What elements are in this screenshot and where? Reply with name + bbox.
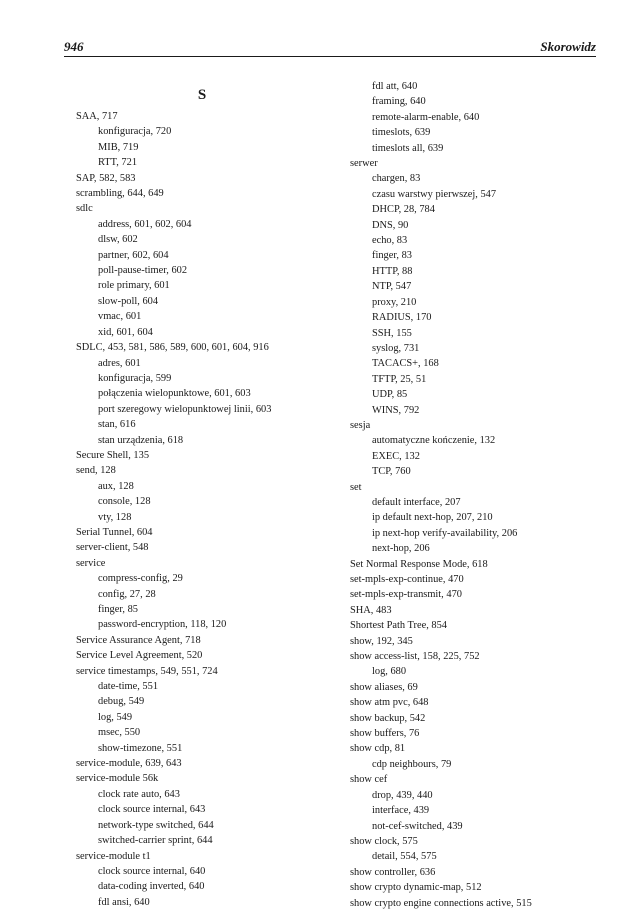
index-entry: Set Normal Response Mode, 618 (350, 558, 488, 570)
index-subentry: konfiguracja, 720 (98, 126, 172, 138)
index-entry: serwer (350, 158, 378, 170)
running-title: Skorowidz (540, 39, 596, 54)
index-entry: show atm pvc, 648 (350, 697, 429, 709)
index-entry: show cef (350, 774, 388, 786)
index-subentry: timeslots, 639 (372, 127, 431, 139)
index-subentry: ip next-hop verify-availability, 206 (372, 527, 518, 539)
index-entry: service-module t1 (76, 850, 151, 862)
index-subentry: fdl att, 640 (372, 81, 418, 92)
index-subentry: ip default next-hop, 207, 210 (372, 512, 493, 524)
index-subentry: automatyczne kończenie, 132 (372, 435, 496, 447)
page-number: 946 (64, 39, 84, 54)
index-subentry: vty, 128 (98, 511, 132, 523)
index-subentry: DNS, 90 (372, 219, 409, 231)
index-subentry: default interface, 207 (372, 496, 461, 508)
index-subentry: cdp neighbours, 79 (372, 758, 452, 770)
index-subentry: detail, 554, 575 (372, 851, 437, 863)
index-subentry: chargen, 83 (372, 173, 421, 185)
index-subentry: clock source internal, 643 (98, 804, 206, 816)
index-subentry: console, 128 (98, 496, 151, 508)
index-subentry: interface, 439 (372, 805, 430, 817)
index-entry: show crypto engine connections active, 515 (350, 897, 532, 909)
index-subentry: dlsw, 602 (98, 234, 138, 246)
index-subentry: address, 601, 602, 604 (98, 218, 192, 230)
index-subentry: xid, 601, 604 (98, 326, 153, 338)
index-subentry: data-coding inverted, 640 (98, 881, 205, 893)
index-subentry: date-time, 551 (98, 681, 159, 693)
index-subentry: fdl ansi, 640 (98, 896, 150, 908)
index-entry: service-module, 639, 643 (76, 758, 182, 770)
index-subentry: TFTP, 25, 51 (372, 373, 427, 385)
index-subentry: aux, 128 (98, 480, 134, 492)
index-entry: show clock, 575 (350, 835, 418, 847)
index-subentry: log, 549 (98, 711, 133, 723)
index-entry: set-mpls-exp-transmit, 470 (350, 589, 462, 601)
index-subentry: next-hop, 206 (372, 543, 430, 555)
index-subentry: timeslots all, 639 (372, 142, 444, 154)
index-entry: set (350, 481, 362, 493)
index-subentry: finger, 85 (98, 604, 138, 615)
index-entry: sdlc (76, 203, 93, 215)
index-subentry: network-type switched, 644 (98, 819, 214, 831)
index-subentry: TACACS+, 168 (372, 358, 439, 370)
index-entry: set-mpls-exp-continue, 470 (350, 574, 464, 585)
index-subentry: MIB, 719 (98, 141, 139, 153)
index-subentry: password-encryption, 118, 120 (98, 619, 227, 631)
index-subentry: clock source internal, 640 (98, 865, 206, 877)
index-subentry: clock rate auto, 643 (98, 788, 180, 800)
index-entry: service (76, 557, 106, 569)
index-subentry: czasu warstwy pierwszej, 547 (372, 188, 497, 200)
index-entry: service timestamps, 549, 551, 724 (76, 665, 218, 677)
index-subentry: NTP, 547 (372, 281, 412, 293)
index-subentry: not-cef-switched, 439 (372, 820, 463, 832)
index-subentry: log, 680 (372, 666, 407, 678)
index-entry: SAP, 582, 583 (76, 172, 136, 184)
index-entry: Service Level Agreement, 520 (76, 650, 203, 662)
index-subentry: WINS, 792 (372, 404, 420, 416)
index-subentry: RADIUS, 170 (372, 312, 432, 324)
index-subentry: EXEC, 132 (372, 450, 420, 462)
index-entry: show backup, 542 (350, 712, 426, 724)
index-subentry: stan urządzenia, 618 (98, 434, 184, 446)
index-entry: show crypto dynamic-map, 512 (350, 882, 482, 894)
index-subentry: poll-pause-timer, 602 (98, 265, 188, 277)
index-subentry: DHCP, 28, 784 (372, 204, 435, 216)
index-entry: SDLC, 453, 581, 586, 589, 600, 601, 604, 916 (76, 342, 269, 354)
index-entry: send, 128 (76, 465, 116, 477)
index-subentry: port szeregowy wielopunktowej linii, 603 (98, 403, 272, 415)
index-subentry: framing, 640 (372, 96, 426, 108)
index-entry: service-module 56k (76, 773, 159, 785)
index-subentry: SSH, 155 (372, 327, 412, 339)
index-entry: Serial Tunnel, 604 (76, 526, 153, 538)
index-entry: show access-list, 158, 225, 752 (350, 651, 480, 663)
index-subentry: HTTP, 88 (372, 265, 413, 277)
index-column-left (76, 109, 338, 910)
index-subentry: RTT, 721 (98, 157, 138, 169)
index-entry: SHA, 483 (350, 604, 392, 616)
index-entry: show buffers, 76 (350, 728, 420, 740)
index-subentry: vmac, 601 (98, 311, 142, 323)
index-entry: show aliases, 69 (350, 681, 418, 693)
index-subentry: echo, 83 (372, 235, 408, 247)
index-subentry: msec, 550 (98, 727, 141, 739)
index-entry: show controller, 636 (350, 866, 436, 878)
index-subentry: config, 27, 28 (98, 588, 156, 600)
index-entry: server-client, 548 (76, 542, 149, 554)
index-subentry: show-timezone, 551 (98, 742, 183, 754)
index-entry: Secure Shell, 135 (76, 449, 150, 461)
section-letter: S (197, 87, 207, 103)
index-entry: Shortest Path Tree, 854 (350, 620, 447, 632)
index-subentry: drop, 439, 440 (372, 789, 433, 801)
header-rule (64, 56, 596, 57)
index-subentry: połączenia wielopunktowe, 601, 603 (98, 388, 251, 400)
index-subentry: proxy, 210 (372, 296, 417, 308)
index-subentry: compress-config, 29 (98, 573, 183, 585)
index-subentry: konfiguracja, 599 (98, 372, 172, 384)
index-subentry: adres, 601 (98, 357, 141, 369)
index-column-right (350, 79, 600, 911)
index-subentry: syslog, 731 (372, 342, 420, 354)
index-subentry: slow-poll, 604 (98, 295, 159, 307)
index-subentry: finger, 83 (372, 250, 412, 262)
index-subentry: TCP, 760 (372, 466, 411, 478)
index-entry: show cdp, 81 (350, 743, 406, 755)
index-subentry: remote-alarm-enable, 640 (372, 111, 480, 123)
index-subentry: switched-carrier sprint, 644 (98, 835, 213, 847)
index-subentry: UDP, 85 (372, 389, 408, 401)
index-entry: sesja (350, 419, 371, 431)
index-subentry: debug, 549 (98, 696, 145, 708)
index-entry: scrambling, 644, 649 (76, 188, 164, 200)
index-entry: SAA, 717 (76, 111, 118, 122)
index-subentry: stan, 616 (98, 419, 136, 431)
index-entry: Service Assurance Agent, 718 (76, 634, 201, 646)
index-subentry: role primary, 601 (98, 280, 170, 292)
index-entry: show, 192, 345 (350, 635, 413, 647)
index-subentry: partner, 602, 604 (98, 249, 169, 261)
